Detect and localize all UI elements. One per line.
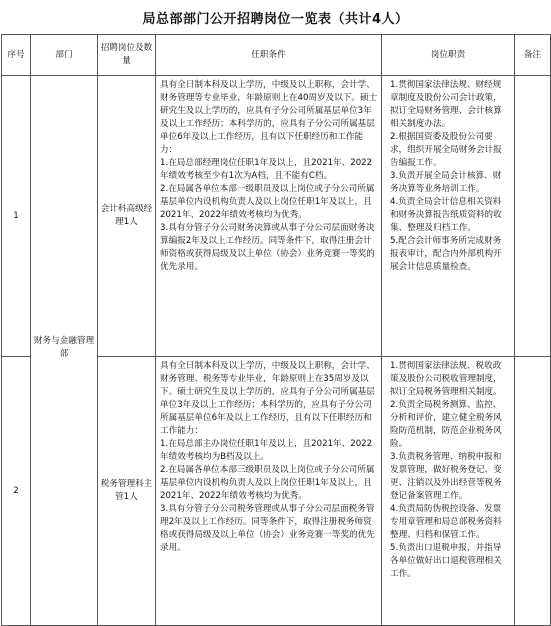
header-no: 序号 [2,35,31,76]
requirements-text: 具有全日制本科及以上学历，中级及以上职称，会计学、财务管理等专业毕业，年龄原则上在40周岁及以下。硕士研究生及以上学历的，应具有子分公司所属基层单位3年及以上工作经历；本科学历的，应具有子分公司所属基层单位6年及以上工作经历，且有以下任职经历和工作能力： 1.在局总部经理岗位任职1年及以上，且2021年、2022年绩效考核至少有1次为A档，且不能有C档。 2.在局属各单位本部一级职员及以上岗位或子分公司所属基层单位内设机构负责人及以上岗位任职1年及以上，且2021年、2022年绩效考核均为优秀。 3.具有分管子分公司财务决算或从事子分公司层面财务决算编报2年及以上工作经历。同等条件下，取得注册会计师资格或获得局级及以上单位（协会）业务竞赛一等奖的优先录用。 [160,80,378,272]
header-post: 招聘岗位及数量 [98,35,156,76]
duties-text: 1.贯彻国家法律法规、财经规章制度及股份公司会计政策，拟订全局财务管理、会计核算相关制度办法。 2.根据国资委及股份公司要求，组织开展全局财务会计报告编报工作。 3.负责开展全局会计核算、财务决算等业务培训工作。 4.负责全局会计信息相关资料和财务决算报告纸质资料的收集、整理及归档工作。 5.配合会计师事务所完成财务报表审计，配合内外部机构开展会计信息质量检查。 [390,80,502,272]
page-title: 局总部部门公开招聘岗位一览表（共计4人） [142,11,409,27]
table-row [2,76,551,357]
table-header-row [2,35,551,76]
post-cell: 税务管理科主管1人 [98,357,156,626]
row-number: 1 [2,76,31,357]
duties-cell [382,357,515,626]
note-cell [515,76,551,357]
note-cell [515,357,551,626]
duties-cell [382,76,515,357]
requirements-text: 具有全日制本科及以上学历，中级及以上职称，会计学、财务管理、税务等专业毕业，年龄原则上在35周岁及以下。硕士研究生及以上学历的，应具有子分公司所属基层单位3年及以上工作经历；本科学历的，应具有子分公司所属基层单位6年及以上工作经历，且有以下任职经历和工作能力： 1.在局总部主办岗位任职1年及以上，且2021年、2022年绩效考核均为B档及以上。 2.在局属各单位本部三级职员及以上岗位或子分公司所属基层单位内设机构负责人及以上岗位任职1年及以上，且2021年、2022年绩效考核均为优秀。 3.具有分管子分公司税务管理或从事子分公司层面税务管理2年及以上工作经历。同等条件下，取得注册税务师资格或获得局级及以上单位（协会）业务竞赛一等奖的优先录用。 [160,361,375,553]
duties-text: 1.贯彻国家法律法规、税收政策及股份公司税收管理制度，拟订全局税务管理相关制度。 2.负责全局税务测算、监控、分析和评价，建立健全税务风险防范机制，防范企业税务风险。 3.负责税务管理、纳税申报和发票管理，做好税务登记、变更、注销以及外出经营等税务登记备案管理工作。 4.负责局防伪税控设备、发票专用章管理和局总部税务资料整理、归档和保管工作。 5.负责出口退税申报，并指导各单位做好出口退税管理相关工作。 [390,361,502,579]
department-label: 财务与金融管理部 [33,336,95,359]
post-cell: 会计科高级经理1人 [98,76,156,357]
row-number: 2 [2,357,31,626]
header-duty: 岗位职责 [382,35,515,76]
header-dept: 部门 [31,35,98,76]
recruitment-table [1,34,551,626]
header-req: 任职条件 [156,35,382,76]
header-note: 备注 [515,35,551,76]
department-cell [31,76,98,626]
requirements-cell [156,357,382,626]
requirements-cell [156,76,382,357]
